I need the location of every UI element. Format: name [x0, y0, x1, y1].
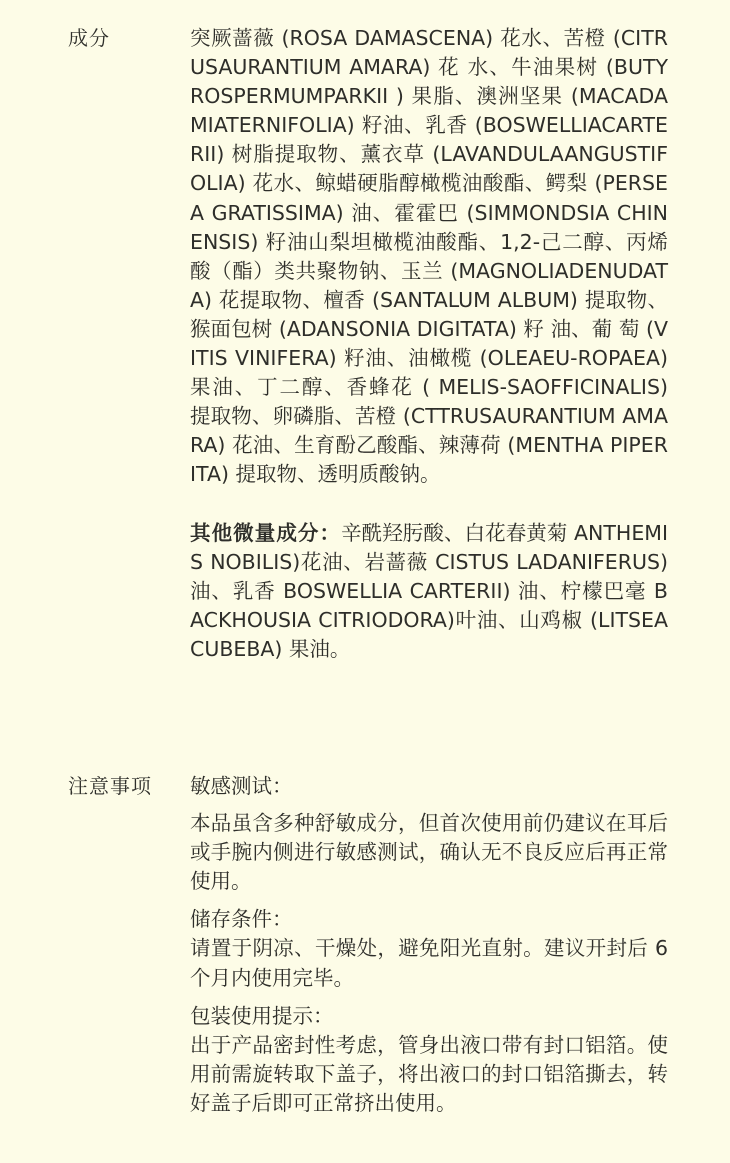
note-text: 请置于阴凉、干燥处，避免阳光直射。建议开封后 6 个月内使用完毕。: [190, 936, 668, 990]
ingredients-label: 成分: [68, 26, 110, 50]
note-title: 包装使用提示：: [190, 1003, 334, 1028]
note-storage-conditions: [190, 905, 668, 992]
note-title: 敏感测试：: [190, 774, 293, 798]
notes-content: [190, 772, 668, 1118]
notes-label: 注意事项: [68, 774, 152, 798]
trace-ingredients-text: 辛酰羟肟酸、白花春黄菊 ANTHEMIS NOBILIS)花油、岩蔷薇 CISTUS LADANIFERUS)油、乳香 BOSWELLIA CARTERII) 油、柠檬巴毫 BACKHOUSIA CITRIODORA)叶油、山鸡椒 (LITSEACUBEBA) 果油。: [190, 520, 669, 661]
note-text: 出于产品密封性考虑，管身出液口带有封口铝箔。使用前需旋转取下盖子，将出液口的封口铝箔撕去，转好盖子后即可正常挤出使用。: [190, 1032, 668, 1115]
note-text: 本品虽含多种舒敏成分，但首次使用前仍建议在耳后或手腕内侧进行敏感测试，确认无不良反应后再正常使用。: [190, 811, 668, 894]
note-title: 储存条件：: [190, 907, 293, 932]
ingredients-content: [190, 24, 668, 664]
note-sensitivity-test: [190, 772, 668, 896]
trace-ingredients-label: 其他微量成分：: [190, 520, 342, 545]
ingredients-text: 突厥蔷薇 (ROSA DAMASCENA) 花水、苦橙 (CITRUSAURANTIUM AMARA) 花 水、牛油果树 (BUTYROSPERMUMPARKII ) 果脂、澳洲坚果 (MACADAMIATERNIFOLIA) 籽油、乳香 (BOSWELLIACARTERII) 树脂提取物、薰衣草 (LAVANDULAANGUSTIFOLIA) 花水、鲸蜡硬脂醇橄榄油酸酯、鳄梨 (PERSEA GRATISSIMA) 油、霍霍巴 (SIMMONDSIA CHINENSIS) 籽油山梨坦橄榄油酸酯、1,2-己二醇、丙烯酸（酯）类共聚物钠、玉兰 (MAGNOLIADENUDATA) 花提取物、檀香 (SANTALUM ALBUM) 提取物、猴面包树 (ADANSONIA DIGITATA) 籽 油、葡 萄 (VITIS VINIFERA) 籽油、油橄榄 (OLEAEU-ROPAEA) 果油、丁二醇、香蜂花 ( MELIS-SAOFFICINALIS) 提取物、卵磷脂、苦橙 (CTTRUSAURANTIUM AMARA) 花油、生育酚乙酸酯、辣薄荷 (MENTHA PIPERITA) 提取物、透明质酸钠。: [190, 26, 668, 487]
note-packaging-tips: [190, 1002, 668, 1118]
trace-ingredients: [190, 519, 668, 664]
